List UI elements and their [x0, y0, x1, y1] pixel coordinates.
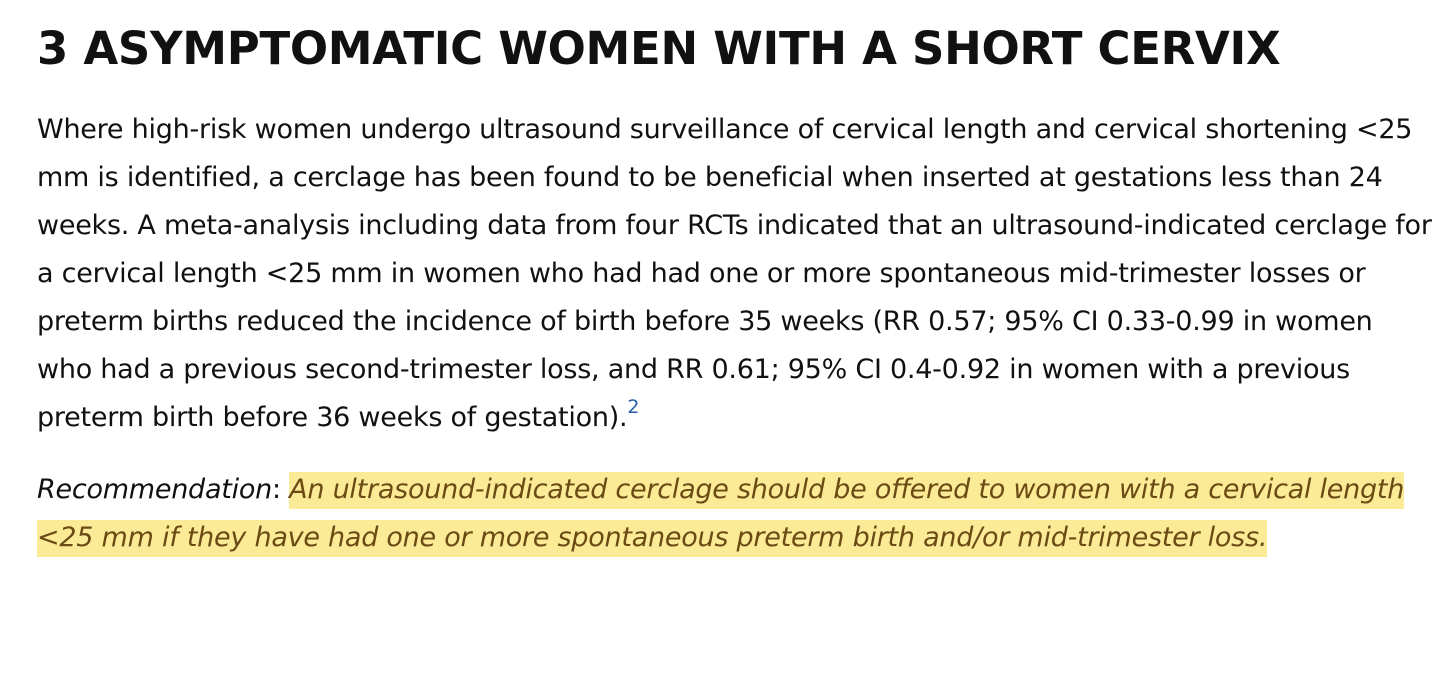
body-paragraph	[37, 106, 1432, 442]
highlighted-recommendation-period[interactable]: .	[1259, 520, 1267, 557]
recommendation-colon: :	[271, 474, 290, 505]
recommendation-label: Recommendation	[37, 474, 272, 505]
section-heading: 3 ASYMPTOMATIC WOMEN WITH A SHORT CERVIX	[37, 22, 1281, 75]
article-section	[37, 18, 1432, 562]
citation-link[interactable]: 2	[627, 396, 640, 418]
recommendation-paragraph	[37, 466, 1432, 562]
highlighted-recommendation-text[interactable]: An ultrasound-indicated cerclage should be offered to women with a cervical length <25 mm if they have had one or more spontaneous preterm birth and/or mid-trimester loss	[37, 472, 1404, 557]
body-paragraph-text: Where high-risk women undergo ultrasound surveillance of cervical length and cervical shortening <25 mm is identified, a cerclage has been found to be beneficial when inserted at gestations less than 24 weeks. A meta-analysis including data from four RCTs indicated that an ultrasound-indicated cerclage for a cervical length <25 mm in women who had had one or more spontaneous mid-trimester losses or preterm births reduced the incidence of birth before 35 weeks (RR 0.57; 95% CI 0.33‑0.99 in women who had a previous second-trimester loss, and RR 0.61; 95% CI 0.4‑0.92 in women with a previous preterm birth before 36 weeks of gestation).	[37, 114, 1432, 433]
